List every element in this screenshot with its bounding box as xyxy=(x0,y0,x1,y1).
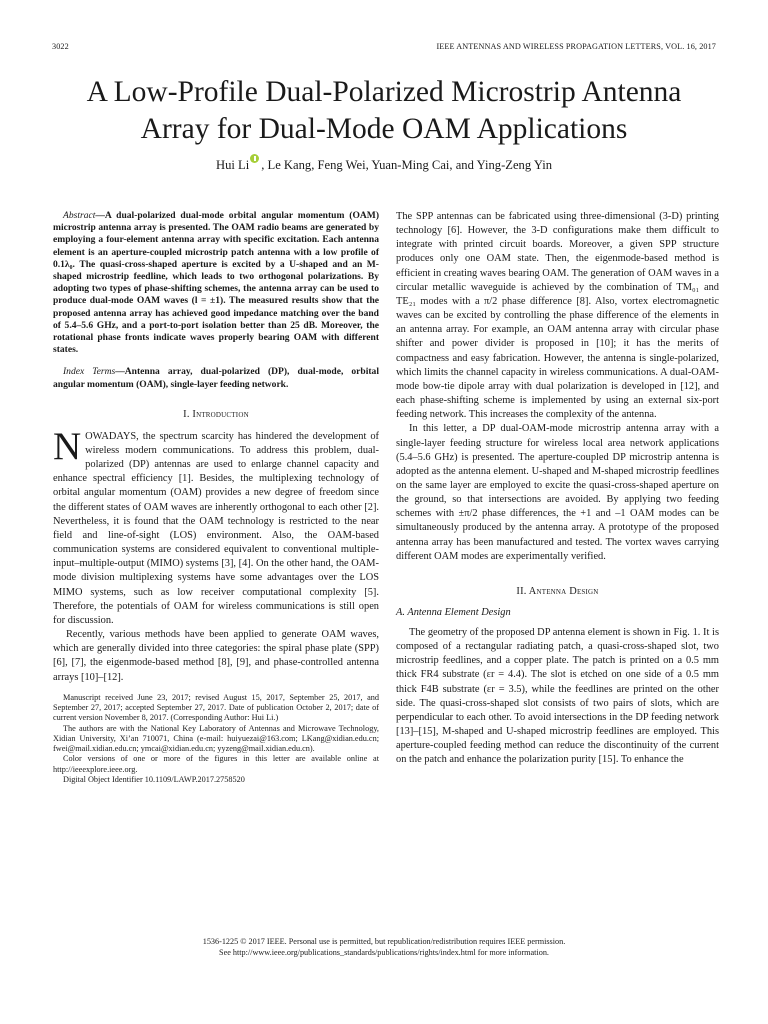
index-terms-label: Index Terms xyxy=(63,366,116,378)
abstract xyxy=(53,210,379,356)
abstract-text: —A dual-polarized dual-mode orbital angular momentum (OAM) microstrip antenna array is presented. The OAM radio beams are generated by employing a four-element antenna array with specific excitation. Each antenna element is an aperture-coupled microstrip patch antenna with a low profile of 0.1λ₀. The quasi-cross-shaped aperture is excited by a U-shaped and an M-shaped microstrip feedline, which leads to two orthogonal polarizations. By adopting two types of phase-shifting schemes, the antenna array can be used to produce dual-mode OAM waves (l = ±1). The measured results show that the proposed antenna array has achieved good impedance matching over the band of 5.4–5.6 GHz, and a port-to-port isolation better than 25 dB. Moreover, the rotational phase fronts indicate waves properly bearing OAM with different states. xyxy=(53,210,379,356)
right-column xyxy=(396,210,719,767)
paper-title xyxy=(40,74,728,148)
intro-paragraph-1-text: OWADAYS, the spectrum scarcity has hindered the development of wireless modern communications. To address this problem, dual-polarized (DP) antennas are used to enlarge channel capacity and enhance spectral efficiency [1]. Besides, the multiplexing technology of orbital angular momentum (OAM) provides a new degree of freedom since the different states of OAM waves are inherently orthogonal to each other [2]. Nevertheless, it is found that the OAM technology is restricted to the near field and line-of-sight (LOS) environment. Also, the OAM-based communication systems are considered equivalent to conventional multiple-input–multiple-output (MIMO) systems [3], [4]. On the other hand, the OAM-mode division multiplexing systems have some advantages over the LOS MIMO systems, such as low receiver computational complexity [5]. Therefore, the potentials of OAM for wireless communications is still open for discussion. xyxy=(53,430,379,626)
index-terms xyxy=(53,366,379,390)
title-line-1: A Low-Profile Dual-Polarized Microstrip Antenna xyxy=(86,76,682,108)
abstract-label: Abstract xyxy=(63,210,96,221)
rights-url-line: See http://www.ieee.org/publications_standards/publications/rights/index.html for more information. xyxy=(219,947,549,957)
title-line-2: Array for Dual-Mode OAM Applications xyxy=(140,113,628,145)
drop-cap: N xyxy=(53,424,82,468)
author-list xyxy=(40,154,728,173)
journal-header: IEEE ANTENNAS AND WIRELESS PROPAGATION LETTERS, VOL. 16, 2017 xyxy=(436,42,716,51)
section-heading-introduction: I. Introduction xyxy=(183,408,249,420)
intro-paragraph-1 xyxy=(53,424,379,628)
footnote-doi: Digital Object Identifier 10.1109/LAWP.2017.2758520 xyxy=(63,775,245,785)
footnotes xyxy=(53,693,379,786)
right-paragraph-3: The geometry of the proposed DP antenna element is shown in Fig. 1. It is composed of a rectangular radiating patch, a quasi-cross-shaped slot, two microstrip feedlines, and a copper plate. The patch is printed on a 0.5 mm thick FR4 substrate (εr = 4.4). The slot is etched on one side of a 0.5 mm thick F4B substrate (εr = 3.5), while the feedlines are printed on the other side. The quasi-cross-shaped slot consists of two pairs of slots, which are perpendicular to each other. To avoid intersections in the DP feeding network [13]–[15], M-shaped and U-shaped microstrip feedlines are employed. This aperture-coupled feeding method can reduce the discontinuity of the current on the patch and enhance the polarization purity [15]. To enhance the xyxy=(396,626,719,766)
subsection-heading-element-design: A. Antenna Element Design xyxy=(396,606,511,618)
index-terms-text: —Antenna array, dual-polarized (DP), dual-mode, orbital angular momentum (OAM), single-layer feeding network. xyxy=(53,366,379,390)
first-author: Hui Li xyxy=(215,158,250,172)
section-heading-antenna-design: II. Antenna Design xyxy=(516,585,599,597)
copyright-footer xyxy=(40,937,728,959)
intro-paragraph-2: Recently, various methods have been applied to generate OAM waves, which are generally divided into three categories: the spiral phase plate (SPP) [6], [7], the eigenmode-based method [8], [9], and phase-controlled antenna arrays [10]–[12]. xyxy=(53,629,379,683)
footnote-manuscript: Manuscript received June 23, 2017; revised August 15, 2017, September 25, 2017, and September 27, 2017; accepted September 27, 2017. Date of publication October 2, 2017; date of current version November 8, 2017. (Corresponding Author: Hui Li.) xyxy=(53,692,379,723)
right-paragraph-1: The SPP antennas can be fabricated using three-dimensional (3-D) printing technology [6]. However, the 3-D configurations make them difficult to integrate with printed circuit boards. Moreover, a given SPP structure produces only one OAM state. Then, the eigenmode-based method is efficient in creating waves bearing OAM. The generation of OAM waves in a circular metallic waveguide is achieved by the combination of TM₀₁ and TE₂₁ modes with a π/2 phase difference [8]. Also, vortex electromagnetic waves can be excited by controlling the phase difference of the elements in an antenna array. For example, an OAM antenna array with circular phase shifter and power divider is proposed in [10]; it has the merits of compactness and easy fabrication. However, the antenna is single-polarized, which limits the channel capacity in wireless communications. A dual-OAM-mode bow-tie dipole array with dual polarization is developed in [12], and each phase-shifting scheme is implemented by using an external six-port feeding network. This increases the complexity of the antenna. xyxy=(396,211,719,421)
footnote-affiliation: The authors are with the National Key Laboratory of Antennas and Microwave Technology, Xidian University, Xi’an 710071, China (e-mail: huiyuezai@163.com; LKang@xidian.edu.cn; fwei@mail.xidian.edu.cn; ymcai@xidian.edu.cn; yyzeng@mail.xidian.edu.cn). xyxy=(53,723,379,754)
left-column xyxy=(53,210,379,785)
right-paragraph-2: In this letter, a DP dual-OAM-mode microstrip antenna array with a single-layer feeding structure for wireless local area network applications (5.4–5.6 GHz) is presented. The aperture-coupled DP microstrip antenna is adopted as the antenna element. U-shaped and M-shaped microstrip feedlines on the same layer are employed to excite the quasi-cross-shaped aperture on the ground, so that intersections are avoided. By applying two feeding schemes with ±π/2 phase differences, the +1 and –1 OAM modes can be simultaneously produced by the antenna array. A prototype of the proposed antenna array has been manufactured and tested. The vortex waves carrying different OAM modes are experimentally verified. xyxy=(396,423,719,562)
copyright-line: 1536-1225 © 2017 IEEE. Personal use is permitted, but republication/redistribution requires IEEE permission. xyxy=(202,937,566,946)
other-authors: , Le Kang, Feng Wei, Yuan-Ming Cai, and Ying-Zeng Yin xyxy=(261,158,553,172)
orcid-icon[interactable] xyxy=(250,154,259,163)
footnote-color-versions: Color versions of one or more of the figures in this letter are available online at http://ieeexplore.ieee.org. xyxy=(53,754,379,774)
page-number: 3022 xyxy=(52,42,69,51)
